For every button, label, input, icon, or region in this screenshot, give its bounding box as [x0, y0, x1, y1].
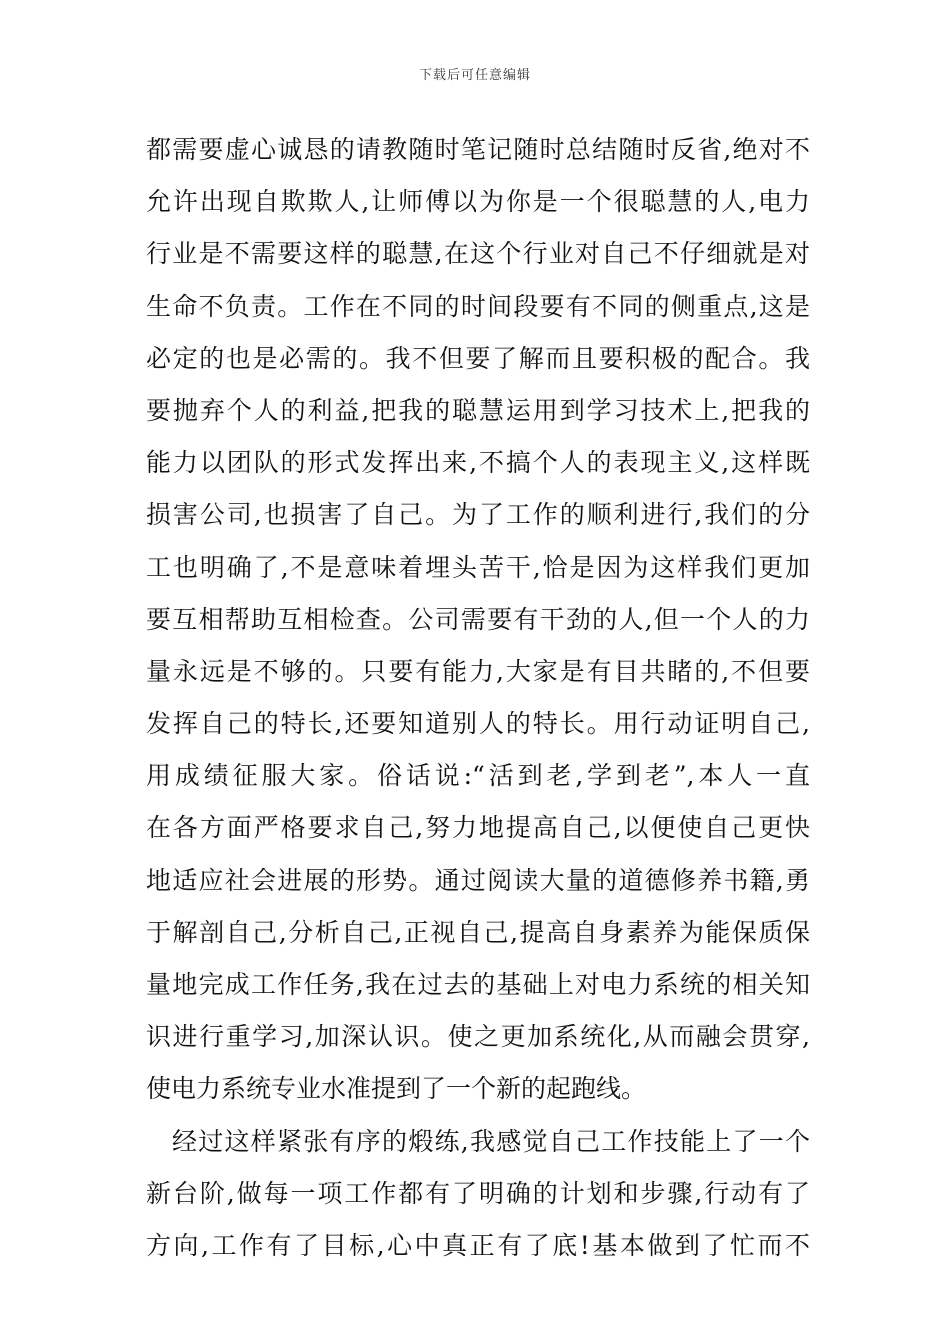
text-line: 在各方面严格要求自己,努力地提高自己,以便使自己更快 [146, 813, 810, 843]
paragraph-end-line: 使电力系统专业水准提到了一个新的起跑线。 [146, 1074, 647, 1104]
page-header: 下载后可任意编辑 [418, 68, 531, 83]
text-line: 发挥自己的特长,还要知道别人的特长。用行动证明自己, [146, 709, 810, 739]
text-line: 要互相帮助互相检查。公司需要有干劲的人,但一个人的力 [146, 604, 810, 634]
text-line: 识进行重学习,加深认识。使之更加系统化,从而融会贯穿, [146, 1022, 810, 1052]
text-line: 于解剖自己,分析自己,正视自己,提高自身素养为能保质保 [146, 917, 810, 947]
paragraph-start-line: 经过这样紧张有序的煅练,我感觉自己工作技能上了一个 [172, 1126, 810, 1156]
text-line: 量地完成工作任务,我在过去的基础上对电力系统的相关知 [146, 970, 810, 999]
text-line: 行业是不需要这样的聪慧,在这个行业对自己不仔细就是对 [146, 239, 810, 269]
text-line: 都需要虚心诚恳的请教随时笔记随时总结随时反省,绝对不 [146, 135, 810, 164]
document-body [146, 124, 810, 1272]
text-line: 新台阶,做每一项工作都有了明确的计划和步骤,行动有了 [146, 1178, 810, 1208]
text-line: 允许出现自欺欺人,让师傅以为你是一个很聪慧的人,电力 [146, 187, 810, 217]
text-line: 要抛弃个人的利益,把我的聪慧运用到学习技术上,把我的 [146, 395, 810, 425]
text-line: 生命不负责。工作在不同的时间段要有不同的侧重点,这是 [146, 291, 810, 321]
text-line: 能力以团队的形式发挥出来,不搞个人的表现主义,这样既 [146, 448, 810, 478]
text-line: 工也明确了,不是意味着埋头苦干,恰是因为这样我们更加 [146, 552, 810, 582]
text-line: 用成绩征服大家。俗话说:“活到老,学到老”,本人一直 [146, 761, 810, 791]
text-line: 必定的也是必需的。我不但要了解而且要积极的配合。我 [146, 343, 810, 373]
text-line: 损害公司,也损害了自己。为了工作的顺利进行,我们的分 [146, 500, 810, 530]
text-line: 地适应社会进展的形势。通过阅读大量的道德修养书籍,勇 [146, 865, 810, 895]
text-line: 方向,工作有了目标,心中真正有了底!基本做到了忙而不 [146, 1230, 810, 1260]
text-line: 量永远是不够的。只要有能力,大家是有目共睹的,不但要 [146, 656, 810, 686]
